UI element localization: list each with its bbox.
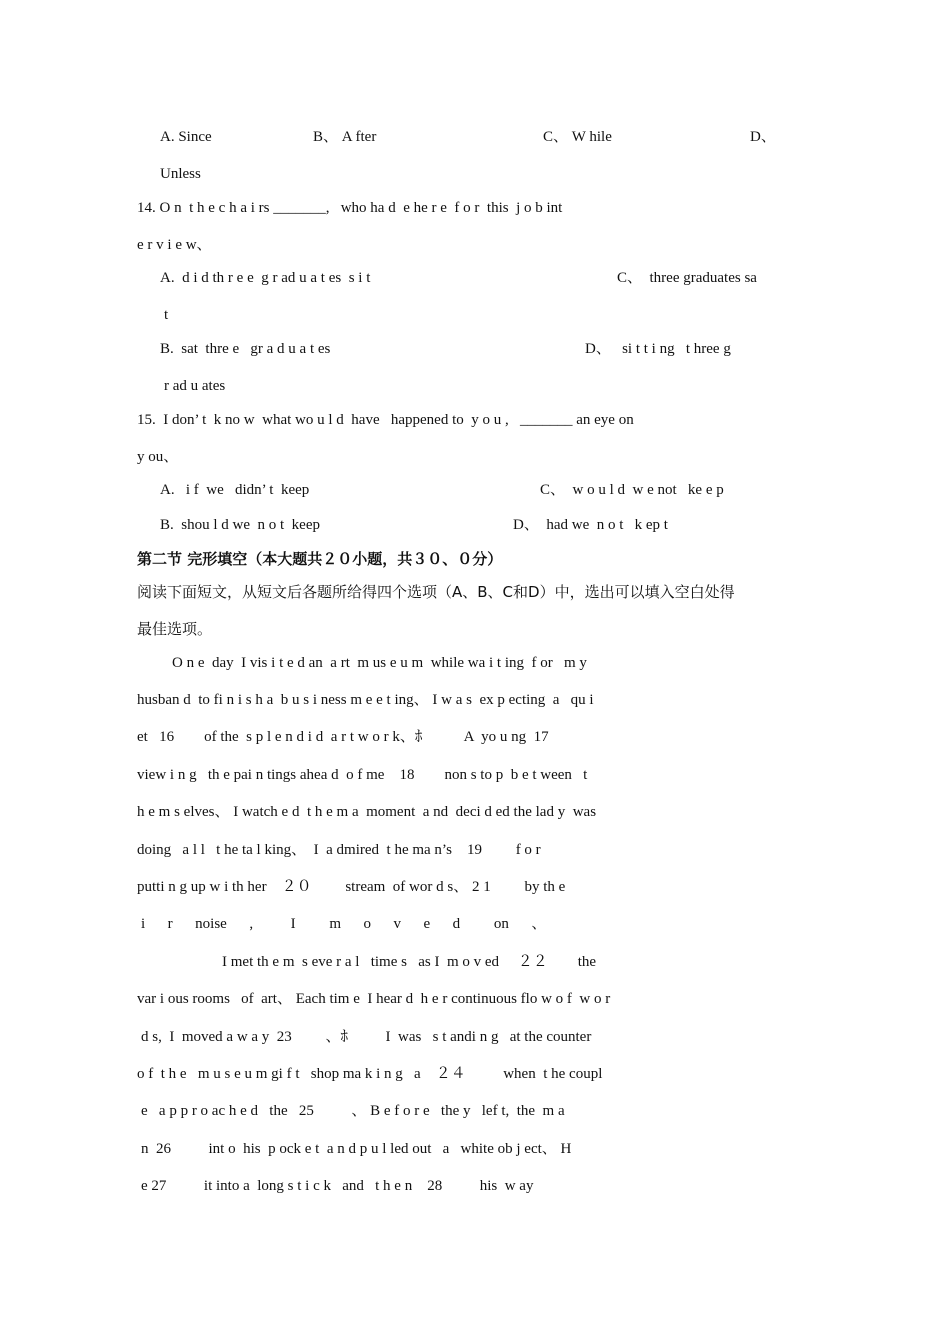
passage-line: O n e day I vis i t e d an a rt m us e u m while wa i t ing f or m y — [172, 655, 587, 671]
q14-option-b: B. sat thre e gr a d u a t es — [160, 341, 331, 357]
q13-option-b: B、 A fter — [313, 129, 377, 145]
q13-option-d: D、 — [750, 129, 776, 145]
section-instruction-line2: 最佳选项。 — [137, 620, 213, 638]
q13-option-d-cont: Unless — [160, 166, 201, 182]
passage-line: husban d to fi n i s h a b u s i ness m e e t ing、 I w a s ex p ecting a qu i — [137, 692, 594, 708]
q15-option-d: D、 had we n o t k ep t — [513, 517, 668, 533]
passage-line: var i ous rooms of art、 Each tim e I hear d h e r continuous flo w o f w o r — [137, 991, 611, 1007]
q14-option-c: C、 three graduates sa — [617, 270, 757, 286]
passage-line: putti n g up w i th her ２０ stream of wor d s、 2 1 by th e — [137, 879, 566, 895]
q14-option-d: D、 si t t i ng t hree g — [585, 341, 731, 357]
passage-line: view i n g th e pai n tings ahea d o f me 18 non s to p b e t ween t — [137, 767, 588, 783]
passage-line: et 16 of the s p l e n d i d a r t w o r k、ﾎ A yo u ng 17 — [137, 729, 549, 745]
passage-line: e a p p r o ac h e d the 25 、 B e f o r e the y lef t, the m a — [141, 1103, 565, 1119]
passage-line: o f t h e m u s e u m gi f t shop ma k i n g a ２４ when t he coupl — [137, 1066, 603, 1082]
q15-stem-line2: y ou、 — [137, 449, 179, 465]
q14-option-c-cont: t — [164, 307, 169, 323]
q14-stem-line1: 14. O n t h e c h a i rs _______, who ha d e he r e f o r this j o b int — [137, 200, 563, 216]
passage-line: doing a l l t he ta l king、 I a dmired t he ma n’s 19 f o r — [137, 842, 541, 858]
q15-option-b: B. shou l d we n o t keep — [160, 517, 320, 533]
q15-option-a: A. i f we didn’ t keep — [160, 482, 310, 498]
passage-line: i r noise , I m o v e d on 、 — [141, 916, 547, 932]
q14-option-a: A. d i d th r e e g r ad u a t es s i t — [160, 270, 371, 286]
passage-line: d s, I moved a w a y 23 、ﾎ I was s t andi n g at the counter — [141, 1029, 592, 1045]
q13-option-a: A. Since — [160, 129, 212, 145]
section-instruction-line1: 阅读下面短文，从短文后各题所给得四个选项（A、B、C和D）中，选出可以填入空白处得 — [137, 583, 735, 601]
q15-stem-line1: 15. I don’ t k no w what wo u l d have happened to y o u , _______ an eye on — [137, 412, 634, 428]
passage-line: e 27 it into a long s t i c k and t h e n 28 his w ay — [141, 1178, 534, 1194]
q14-option-d-cont: r ad u ates — [164, 378, 226, 394]
q14-stem-line2: e r v i e w、 — [137, 237, 212, 253]
passage-line: I met th e m s eve r a l time s as I m o v ed ２２ the — [222, 954, 597, 970]
q15-option-c: C、 w o u l d w e not ke e p — [540, 482, 724, 498]
section-title: 第二节 完形填空（本大题共２０小题，共３０、０分） — [137, 550, 503, 568]
passage-line: h e m s elves、 I watch e d t h e m a moment a nd deci d ed the lad y was — [137, 804, 597, 820]
passage-line: n 26 int o his p ock e t a n d p u l led out a white ob j ect、 H — [141, 1141, 572, 1157]
q13-option-c: C、 W hile — [543, 129, 612, 145]
